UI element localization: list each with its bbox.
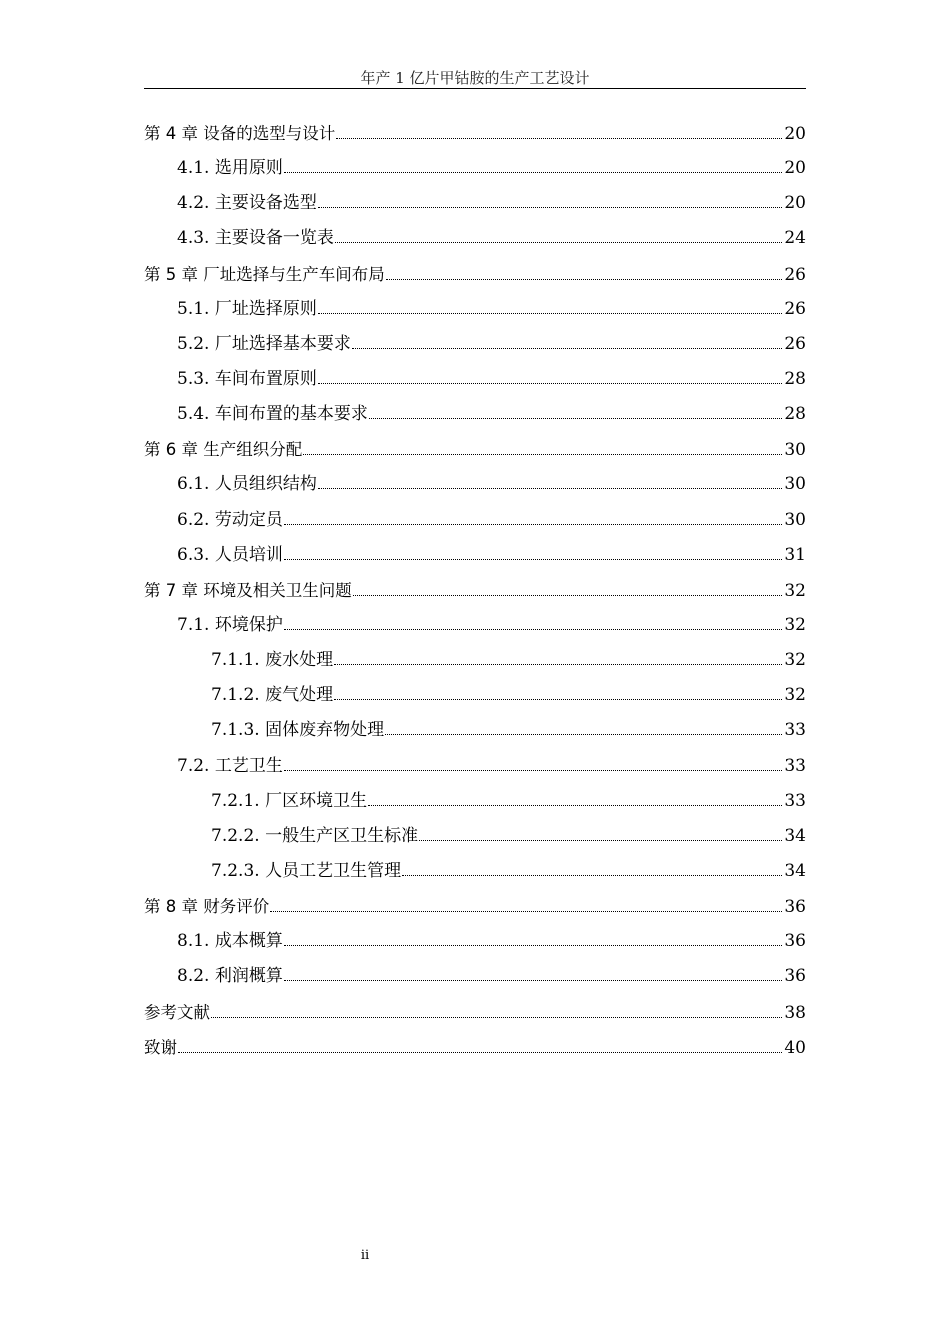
toc-subsection-entry[interactable] <box>144 713 806 748</box>
toc-dot-leader <box>211 1017 782 1018</box>
toc-entry-title: 4.2. 主要设备选型 <box>177 193 317 214</box>
toc-entry-title: 6.3. 人员培训 <box>177 544 283 565</box>
toc-dot-leader <box>386 279 783 280</box>
toc-subsection-entry[interactable] <box>144 678 806 713</box>
toc-chapter-entry[interactable] <box>144 573 806 608</box>
toc-entry-title: 7.2.3. 人员工艺卫生管理 <box>211 860 402 881</box>
toc-subsection-entry[interactable] <box>144 854 806 889</box>
toc-dot-leader <box>318 488 783 489</box>
toc-entry-title: 7.1. 环境保护 <box>177 614 283 635</box>
toc-section-entry[interactable] <box>144 959 806 994</box>
toc-dot-leader <box>284 524 783 525</box>
toc-dot-leader <box>303 454 782 455</box>
table-of-contents <box>144 116 806 1065</box>
toc-entry-page-number: 26 <box>784 264 806 285</box>
toc-entry-page-number: 26 <box>784 298 806 319</box>
toc-section-entry[interactable] <box>144 749 806 784</box>
toc-entry-page-number: 36 <box>784 931 806 952</box>
toc-dot-leader <box>178 1052 782 1053</box>
toc-entry-page-number: 20 <box>784 193 806 214</box>
toc-subsection-entry[interactable] <box>144 643 806 678</box>
toc-entry-page-number: 30 <box>784 440 806 461</box>
toc-entry-title: 6.1. 人员组织结构 <box>177 474 317 495</box>
toc-section-entry[interactable] <box>144 924 806 959</box>
toc-dot-leader <box>270 911 782 912</box>
toc-entry-page-number: 32 <box>784 580 806 601</box>
toc-dot-leader <box>352 348 783 349</box>
toc-entry-page-number: 36 <box>784 966 806 987</box>
toc-dot-leader <box>284 945 783 946</box>
toc-entry-page-number: 32 <box>784 685 806 706</box>
toc-chapter-entry[interactable] <box>144 116 806 151</box>
toc-entry-title: 7.2.2. 一般生产区卫生标准 <box>211 825 419 846</box>
toc-entry-title: 第 4 章 设备的选型与设计 <box>144 124 336 143</box>
toc-entry-page-number: 32 <box>784 614 806 635</box>
page-header <box>144 68 806 89</box>
toc-dot-leader <box>318 313 783 314</box>
toc-entry-page-number: 24 <box>784 228 806 249</box>
toc-entry-title: 第 6 章 生产组织分配 <box>144 440 303 460</box>
toc-entry-title: 7.1.2. 废气处理 <box>211 685 334 706</box>
toc-section-entry[interactable] <box>144 467 806 502</box>
toc-dot-leader <box>284 559 783 560</box>
toc-entry-title: 5.2. 厂址选择基本要求 <box>177 333 351 354</box>
toc-dot-leader <box>385 734 782 735</box>
toc-entry-page-number: 30 <box>784 509 806 530</box>
toc-dot-leader <box>335 242 783 243</box>
toc-dot-leader <box>318 383 783 384</box>
toc-entry-title: 第 7 章 环境及相关卫生问题 <box>144 580 352 600</box>
toc-entry-title: 第 8 章 财务评价 <box>144 897 270 917</box>
toc-dot-leader <box>353 595 783 596</box>
toc-dot-leader <box>334 664 782 665</box>
toc-section-entry[interactable] <box>144 186 806 221</box>
toc-entry-page-number: 20 <box>784 124 806 144</box>
toc-section-entry[interactable] <box>144 538 806 573</box>
toc-entry-title: 8.2. 利润概算 <box>177 966 283 987</box>
toc-chapter-entry[interactable] <box>144 889 806 924</box>
page-number: ii <box>360 1248 370 1263</box>
toc-entry-page-number: 34 <box>784 825 806 846</box>
toc-entry-page-number: 28 <box>784 404 806 425</box>
toc-section-entry[interactable] <box>144 151 806 186</box>
toc-entry-title: 4.3. 主要设备一览表 <box>177 228 334 249</box>
toc-entry-title: 5.3. 车间布置原则 <box>177 368 317 389</box>
toc-entry-title: 致谢 <box>144 1037 177 1057</box>
toc-dot-leader <box>336 138 782 139</box>
toc-entry-title: 4.1. 选用原则 <box>177 158 283 179</box>
toc-dot-leader <box>334 699 782 700</box>
toc-entry-page-number: 33 <box>784 790 806 811</box>
toc-dot-leader <box>284 980 783 981</box>
toc-subsection-entry[interactable] <box>144 819 806 854</box>
toc-entry-title: 第 5 章 厂址选择与生产车间布局 <box>144 264 385 284</box>
toc-entry-title: 7.2.1. 厂区环境卫生 <box>211 790 368 811</box>
toc-entry-page-number: 33 <box>784 755 806 776</box>
toc-dot-leader <box>368 805 782 806</box>
toc-entry-page-number: 36 <box>784 897 806 918</box>
toc-dot-leader <box>284 172 783 173</box>
toc-section-entry[interactable] <box>144 292 806 327</box>
toc-section-entry[interactable] <box>144 221 806 256</box>
toc-dot-leader <box>369 418 783 419</box>
toc-chapter-entry[interactable] <box>144 257 806 292</box>
toc-entry-page-number: 40 <box>784 1037 806 1058</box>
toc-entry-page-number: 38 <box>784 1002 806 1023</box>
toc-entry-page-number: 26 <box>784 333 806 354</box>
toc-dot-leader <box>284 770 783 771</box>
toc-entry-title: 6.2. 劳动定员 <box>177 509 283 530</box>
toc-entry-page-number: 31 <box>784 544 806 565</box>
toc-section-entry[interactable] <box>144 608 806 643</box>
toc-entry-page-number: 28 <box>784 368 806 389</box>
toc-chapter-entry[interactable] <box>144 995 806 1030</box>
toc-section-entry[interactable] <box>144 397 806 432</box>
toc-entry-page-number: 32 <box>784 650 806 671</box>
toc-subsection-entry[interactable] <box>144 784 806 819</box>
toc-entry-page-number: 20 <box>784 158 806 179</box>
toc-dot-leader <box>419 840 782 841</box>
toc-dot-leader <box>318 207 783 208</box>
toc-dot-leader <box>284 629 783 630</box>
toc-entry-title: 8.1. 成本概算 <box>177 931 283 952</box>
toc-section-entry[interactable] <box>144 362 806 397</box>
document-title: 年产 1 亿片甲钴胺的生产工艺设计 <box>360 69 590 87</box>
toc-entry-page-number: 30 <box>784 474 806 495</box>
toc-entry-title: 7.2. 工艺卫生 <box>177 755 283 776</box>
toc-entry-title: 参考文献 <box>144 1002 210 1022</box>
toc-entry-page-number: 34 <box>784 860 806 881</box>
toc-section-entry[interactable] <box>144 327 806 362</box>
toc-dot-leader <box>402 875 782 876</box>
toc-entry-title: 7.1.3. 固体废弃物处理 <box>211 720 385 741</box>
toc-entry-title: 5.1. 厂址选择原则 <box>177 298 317 319</box>
toc-entry-title: 7.1.1. 废水处理 <box>211 650 334 671</box>
toc-entry-title: 5.4. 车间布置的基本要求 <box>177 404 368 425</box>
toc-entry-page-number: 33 <box>784 720 806 741</box>
toc-section-entry[interactable] <box>144 503 806 538</box>
toc-chapter-entry[interactable] <box>144 432 806 467</box>
toc-chapter-entry[interactable] <box>144 1030 806 1065</box>
